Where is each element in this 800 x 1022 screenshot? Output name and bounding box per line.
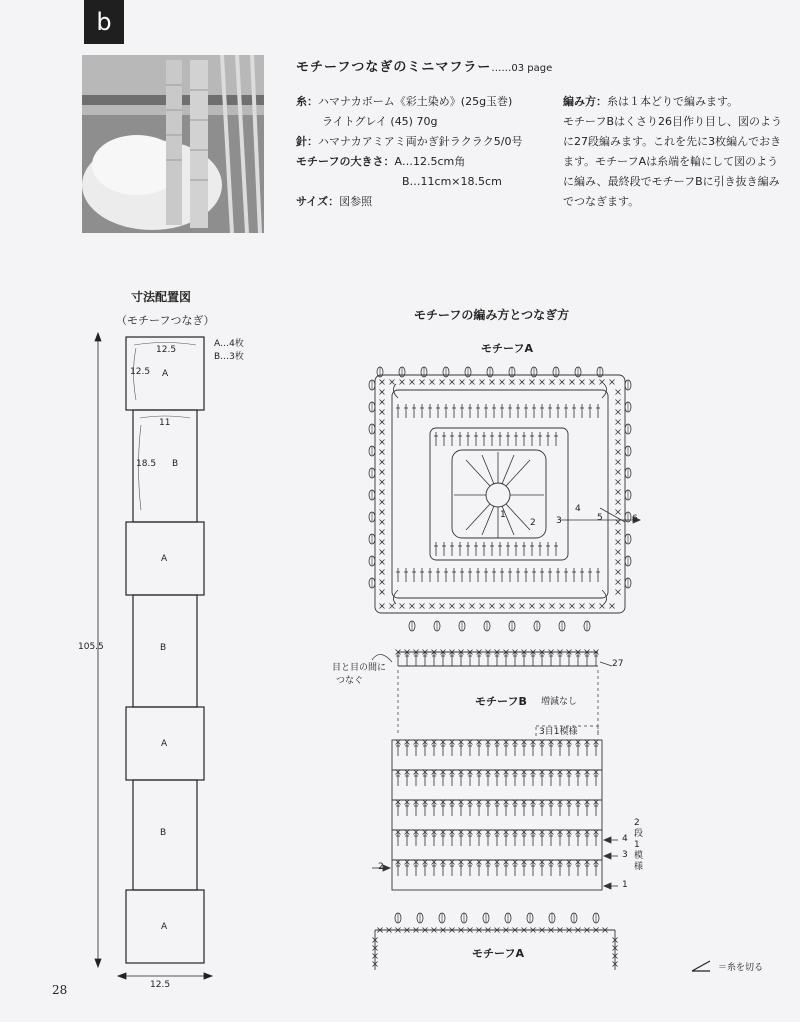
layout-label-a-2: A	[161, 554, 168, 564]
motif-b-label: モチーフB	[475, 695, 527, 708]
repeat-note: 3目1模様	[539, 727, 578, 737]
layout-label-b-1: B	[172, 459, 179, 469]
count-a: A…4枚	[214, 339, 244, 349]
title-text: モチーフつなぎのミニマフラー	[296, 60, 492, 75]
motif-a-bottom-label: モチーフA	[472, 947, 524, 960]
stitch-diagram-title: モチーフの編み方とつなぎ方	[414, 308, 570, 322]
b-row-3: 3	[622, 850, 628, 860]
legend	[690, 959, 763, 973]
section-badge: b	[84, 0, 124, 44]
needle-text: ハマナカアミアミ両かぎ針ラクラク5/0号	[318, 135, 523, 148]
dim-b-width: 11	[159, 418, 171, 428]
cut-yarn-icon	[690, 959, 714, 973]
round-2: 2	[530, 518, 536, 528]
total-length: 105.5	[78, 642, 104, 652]
motif-size-label: モチーフの大きさ：	[296, 155, 395, 168]
motif-size-a: A…12.5cm角	[394, 155, 466, 168]
count-b: B…3枚	[214, 352, 244, 362]
b-row-2: 2	[378, 862, 384, 872]
round-6: 6	[632, 514, 638, 524]
yarn-line1: ハマナカボーム《彩土染め》(25g玉巻)	[318, 95, 513, 108]
method-label: 編み方：	[563, 95, 607, 108]
bottom-width: 12.5	[150, 980, 171, 990]
layout-label-a-3: A	[161, 739, 168, 749]
total-size-label: サイズ：	[296, 195, 340, 208]
round-4: 4	[575, 504, 581, 514]
motif-a-label: モチーフA	[481, 342, 533, 355]
yarn-label: 糸：	[296, 95, 318, 108]
layout-label-a-1: A	[162, 369, 169, 379]
round-3: 3	[556, 516, 562, 526]
yarn-line2: ライトグレイ (45) 70g	[322, 115, 438, 128]
dim-a-width: 12.5	[156, 345, 177, 355]
layout-diagram-subtitle: （モチーフつなぎ）	[116, 314, 215, 327]
round-1: 1	[500, 510, 506, 520]
method-line-1: モチーフBはくさり26目作り目し、図のよう	[563, 115, 782, 128]
page-number: 28	[52, 983, 68, 997]
method-line-5: でつなぎます。	[563, 195, 640, 208]
method-line-2: に27段編みます。これを先に3枚編んでおき	[563, 135, 782, 148]
layout-diagram-title: 寸法配置図	[131, 290, 192, 304]
method-line-3: ます。モチーフAは糸端を輪にして図のよう	[563, 155, 779, 168]
dim-a-height: 12.5	[130, 367, 151, 377]
method-line-0: 糸は１本どりで編みます。	[607, 95, 739, 108]
method-line-4: に編み、最終段でモチーフBに引き抜き編み	[563, 175, 780, 188]
total-size-text: 図参照	[339, 195, 373, 208]
motif-b-note: 増減なし	[541, 697, 578, 707]
dim-b-height: 18.5	[136, 459, 157, 469]
join-note-2: つなぐ	[336, 676, 364, 686]
needle-label: 針：	[296, 135, 318, 148]
b-row-1: 1	[622, 880, 628, 890]
layout-label-b-2: B	[160, 643, 167, 653]
round-5: 5	[597, 513, 603, 523]
join-note-1: 目と目の間に	[332, 663, 387, 673]
legend-text: ＝糸を切る	[718, 962, 764, 973]
b-row-4: 4	[622, 834, 628, 844]
row-repeat-note: 2段1模様	[634, 818, 644, 872]
layout-label-a-4: A	[161, 922, 168, 932]
row-27: 27	[612, 659, 624, 669]
layout-label-b-3: B	[160, 828, 167, 838]
motif-size-b: B…11cm×18.5cm	[402, 175, 502, 188]
page-reference: ……03 page	[491, 63, 553, 74]
